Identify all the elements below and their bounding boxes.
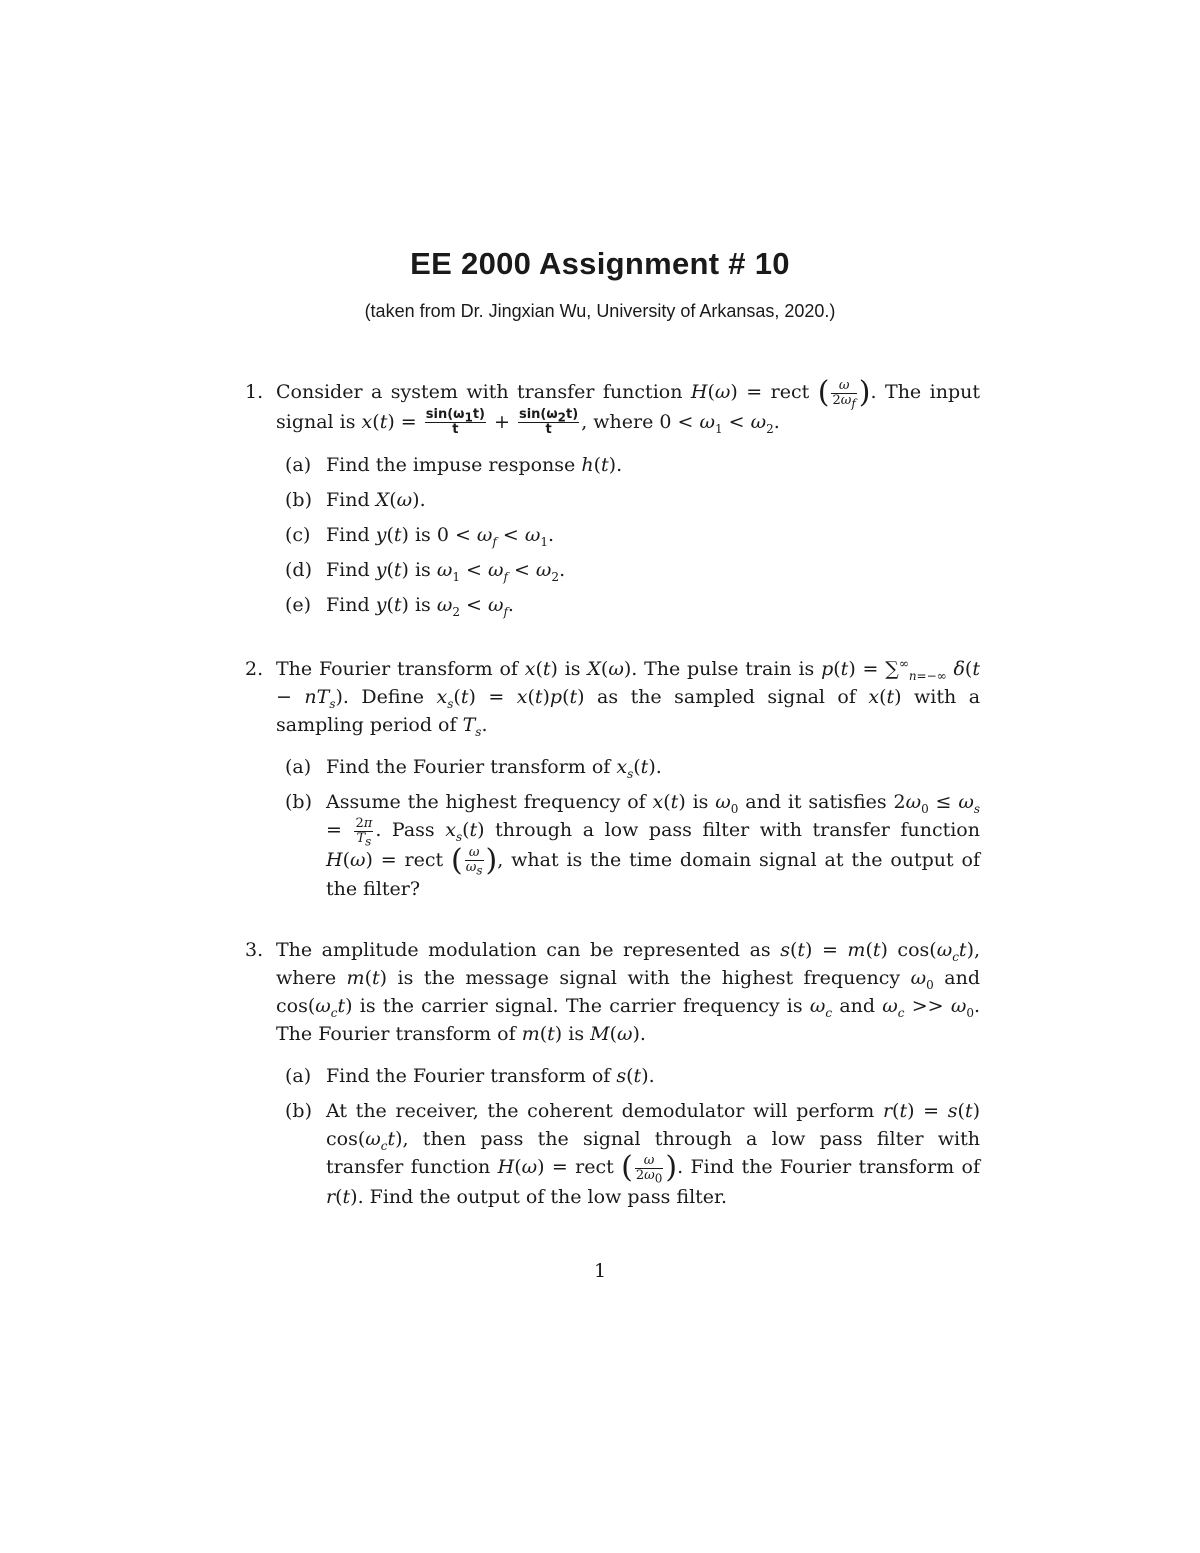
problem-statement: The Fourier transform of x(t) is X(ω). The pulse train is $p(t) = \sum^\infty_{n=-\infty}$ $\delta(t - nT_s)$. Define $x_s(t) = x(t)p(t)$ as the sampled signal of x(t) with a sampling period of $T_s$.	[276, 656, 981, 739]
part-b: (b) Assume the highest frequency of x(t) is $\omega_0$ and it satisfies $2\omega_0 \le \omega_s$ = $\frac{2\pi}{T_s}$ . Pass $x_s(t)$ through a low pass filter with transfer function H(ω) = rect ( $\frac{\omega}{\omega_s}$ ), what is the time domain signal at the output of the filter?	[285, 791, 980, 900]
part-e: (e) Find y(t) is $\omega_2 < \omega_f$.	[285, 594, 514, 619]
part-b: (b) At the receiver, the coherent demodulator will perform r(t) = s(t) $\cos(\omega_ct)$, then pass the signal through a low pass filter with transfer function H(ω) = rect ( $\frac{\omega}{2\omega_0}$ ). Find the Fourier transform of r(t). Find the output of the low pass filter.	[285, 1100, 980, 1208]
problem-1	[245, 375, 980, 626]
part-d: (d) Find y(t) is $\omega_1 < \omega_f < \omega_2$.	[285, 559, 566, 584]
problem-statement: Consider a system with transfer function H(ω) = rect ( $\frac{\omega}{2\omega_f}$ ). The input signal is x(t) = $\frac{\sin(\omega_1t)}{t}$ + $\frac{\sin(\omega_2t)}{t}$ , where $0 < \omega_1 < \omega_2$.	[276, 375, 980, 437]
part-c: (c) Find y(t) is $0 < \omega_f < \omega_1$.	[285, 524, 555, 549]
part-a: (a) Find the Fourier transform of $x_s(t)$.	[285, 756, 662, 781]
page-subtitle: (taken from Dr. Jingxian Wu, University of Arkansas, 2020.)	[364, 301, 836, 321]
problem-3-parts	[285, 1062, 980, 1211]
part-a: (a) Find the impuse response h(t).	[285, 454, 623, 476]
part-b: (b) Find X(ω).	[285, 489, 426, 511]
page-number: 1	[593, 1260, 607, 1282]
problem-number: 1.	[245, 381, 264, 403]
problem-3	[245, 936, 980, 1218]
page-title: EE 2000 Assignment # 10	[410, 246, 790, 281]
problem-2	[245, 655, 980, 910]
part-a: (a) Find the Fourier transform of s(t).	[285, 1065, 655, 1087]
problem-1-parts	[285, 451, 980, 619]
problem-statement: The amplitude modulation can be represented as s(t) = m(t) $\cos(\omega_ct)$, where m(t) is the message signal with the highest frequency $\omega_0$ and $\cos(\omega_ct)$ is the carrier signal. The carrier frequency is $\omega_c$ and $\omega_c >> \omega_0$. The Fourier transform of m(t) is M(ω).	[276, 939, 981, 1045]
problem-number: 2.	[245, 658, 264, 680]
problem-2-parts	[285, 753, 980, 903]
problem-number: 3.	[245, 939, 264, 961]
